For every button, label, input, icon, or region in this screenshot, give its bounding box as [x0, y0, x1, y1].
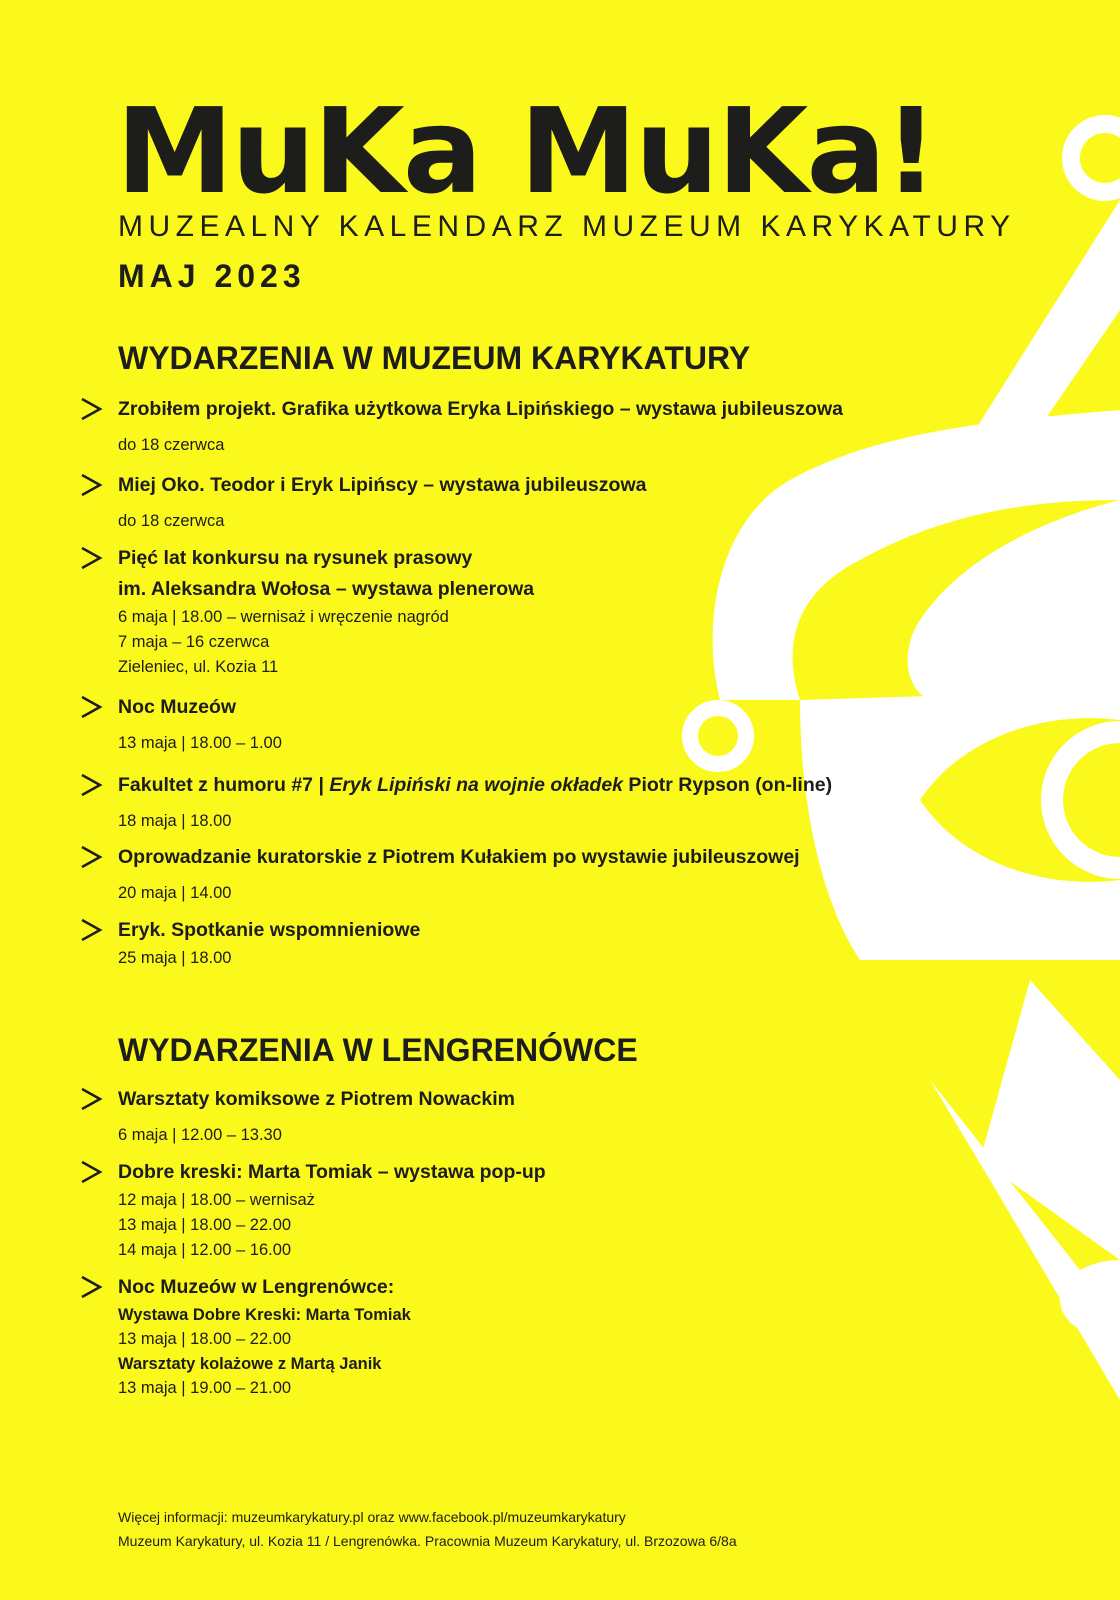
arrow-bullet-icon	[78, 1086, 104, 1112]
event-title-prefix: Fakultet z humoru #7 |	[118, 774, 330, 796]
arrow-bullet-icon	[78, 1274, 104, 1300]
event-subtitle: Wystawa Dobre Kreski: Marta Tomiak	[118, 1306, 411, 1324]
event-date: 20 maja | 14.00	[118, 884, 232, 902]
event-date: 12 maja | 18.00 – wernisaż	[118, 1191, 315, 1209]
event-item	[118, 1084, 978, 1148]
event-title-italic: Eryk Lipiński na wojnie okładek	[329, 774, 624, 796]
arrow-bullet-icon	[78, 844, 104, 870]
event-date: 6 maja | 12.00 – 13.30	[118, 1126, 282, 1144]
event-item	[118, 1272, 978, 1401]
event-title: Noc Muzeów w Lengrenówce:	[118, 1276, 395, 1298]
month-label: MAJ 2023	[118, 258, 306, 294]
arrow-bullet-icon	[78, 917, 104, 943]
event-date: 25 maja | 18.00	[118, 949, 232, 967]
event-title: Miej Oko. Teodor i Eryk Lipińscy – wystawa jubileuszowa	[118, 474, 647, 496]
event-title-suffix: Piotr Rypson (on-line)	[623, 774, 833, 796]
event-date: 13 maja | 19.00 – 21.00	[118, 1379, 292, 1397]
event-date: 6 maja | 18.00 – wernisaż i wręczenie nagród	[118, 608, 449, 626]
footer-address: Muzeum Karykatury, ul. Kozia 11 / Lengrenówka. Pracownia Muzeum Karykatury, ul. Brzozowa 6/8a	[118, 1533, 737, 1549]
page-subtitle: MUZEALNY KALENDARZ MUZEUM KARYKATURY	[118, 210, 1016, 243]
event-title: Oprowadzanie kuratorskie z Piotrem Kułakiem po wystawie jubileuszowej	[118, 846, 800, 868]
event-item	[118, 394, 978, 458]
event-date: do 18 czerwca	[118, 512, 225, 530]
arrow-bullet-icon	[78, 472, 104, 498]
arrow-bullet-icon	[78, 396, 104, 422]
event-item	[118, 1157, 978, 1263]
event-date: 13 maja | 18.00 – 22.00	[118, 1330, 292, 1348]
event-title: Dobre kreski: Marta Tomiak – wystawa pop-up	[118, 1161, 546, 1183]
event-title: Warsztaty komiksowe z Piotrem Nowackim	[118, 1088, 515, 1110]
event-title: Pięć lat konkursu na rysunek prasowy	[118, 547, 473, 569]
arrow-bullet-icon	[78, 694, 104, 720]
event-title: Noc Muzeów	[118, 696, 237, 718]
event-date: 13 maja | 18.00 – 22.00	[118, 1216, 292, 1234]
event-item	[118, 543, 978, 680]
event-title: Zrobiłem projekt. Grafika użytkowa Eryka Lipińskiego – wystawa jubileuszowa	[118, 398, 843, 420]
event-item	[118, 770, 978, 834]
section-title-lengrenowka: WYDARZENIA W LENGRENÓWCE	[118, 1032, 638, 1068]
arrow-bullet-icon	[78, 545, 104, 571]
event-item	[118, 842, 978, 906]
event-location: Zieleniec, ul. Kozia 11	[118, 658, 279, 676]
event-date: 7 maja – 16 czerwca	[118, 633, 270, 651]
event-subtitle: Warsztaty kolażowe z Martą Janik	[118, 1355, 382, 1373]
event-date: do 18 czerwca	[118, 436, 225, 454]
footer	[118, 1505, 737, 1553]
event-date: 13 maja | 18.00 – 1.00	[118, 734, 282, 752]
event-date: 14 maja | 12.00 – 16.00	[118, 1241, 292, 1259]
event-date: 18 maja | 18.00	[118, 812, 232, 830]
footer-info: Więcej informacji: muzeumkarykatury.pl oraz www.facebook.pl/muzeumkarykatury	[118, 1509, 626, 1525]
event-title	[118, 770, 978, 801]
event-item	[118, 915, 978, 971]
event-item	[118, 470, 978, 534]
event-item	[118, 692, 978, 756]
arrow-bullet-icon	[78, 772, 104, 798]
event-title: Eryk. Spotkanie wspomnieniowe	[118, 919, 421, 941]
event-title-continued: im. Aleksandra Wołosa – wystawa plenerowa	[118, 578, 535, 600]
page-title: MuKa MuKa!	[116, 82, 936, 220]
section-title-museum: WYDARZENIA W MUZEUM KARYKATURY	[118, 340, 751, 376]
arrow-bullet-icon	[78, 1159, 104, 1185]
